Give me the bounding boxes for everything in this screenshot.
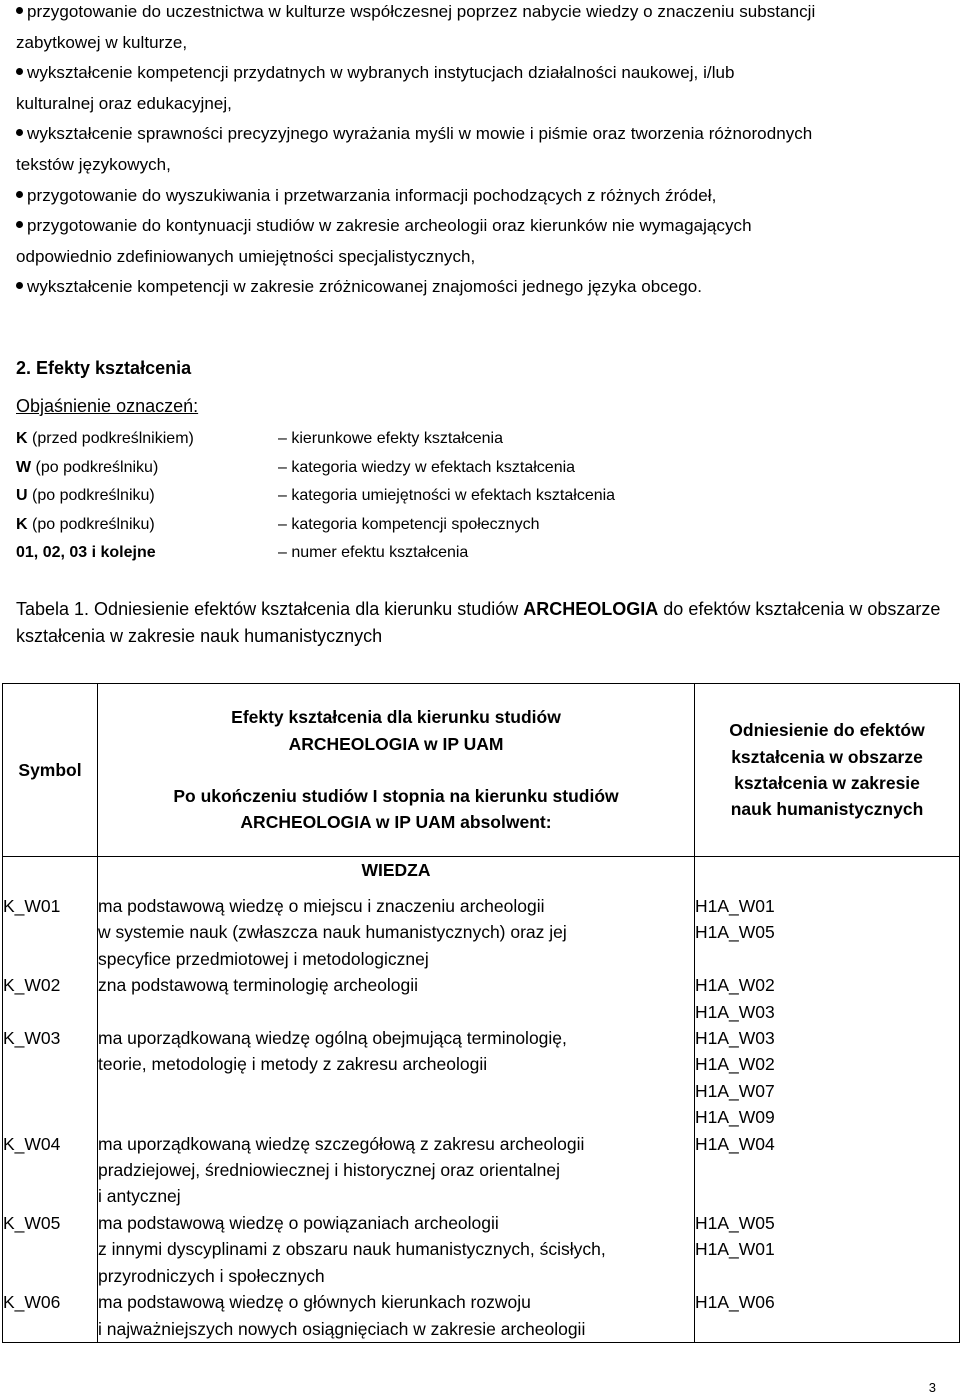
- symbol-cell: K_W04: [3, 1131, 98, 1210]
- effect-cell: ma uporządkowaną wiedzę ogólną obejmującą terminologię, teorie, metodologię i metody z zakresu archeologii: [98, 1025, 695, 1131]
- table-caption: Tabela 1. Odniesienie efektów kształcenia dla kierunku studiów ARCHEOLOGIA do efektów kształcenia w obszarze kształcenia w zakresie nauk humanistycznych: [16, 599, 941, 646]
- header-effects: Efekty kształcenia dla kierunku studiów ARCHEOLOGIA w IP UAM Po ukończeniu studiów I stopnia na kierunku studiów ARCHEOLOGIA w IP UAM absolwent:: [98, 684, 695, 857]
- reference-cell: H1A_W06: [695, 1289, 960, 1342]
- legend-title: Objaśnienie oznaczeń:: [16, 396, 199, 416]
- legend-key: W (po podkreślniku): [16, 458, 159, 476]
- learning-outcomes-table: [2, 683, 960, 1343]
- legend-value: – kategoria wiedzy w efektach kształcenia: [278, 458, 576, 476]
- legend-key: K (po podkreślniku): [16, 515, 155, 533]
- bullet-icon: [16, 129, 23, 136]
- table-row: [3, 1289, 960, 1342]
- legend-value: – kategoria kompetencji społecznych: [278, 515, 540, 533]
- effect-cell: zna podstawową terminologię archeologii: [98, 972, 695, 1025]
- table-row: [3, 1210, 960, 1289]
- legend-row: [16, 455, 916, 484]
- symbol-cell: K_W06: [3, 1289, 98, 1342]
- bullet-icon: [16, 191, 23, 198]
- reference-cell: H1A_W01 H1A_W05: [695, 893, 960, 972]
- header-symbol: Symbol: [3, 684, 98, 857]
- symbol-cell: K_W03: [3, 1025, 98, 1131]
- objectives-list: [16, 0, 936, 303]
- reference-cell: H1A_W05 H1A_W01: [695, 1210, 960, 1289]
- section-heading: 2. Efekty kształcenia: [16, 358, 192, 378]
- legend-row: [16, 512, 916, 541]
- legend-row: [16, 540, 916, 569]
- header-reference: Odniesienie do efektów kształcenia w obszarze kształcenia w zakresie nauk humanistycznych: [695, 684, 960, 857]
- reference-cell: H1A_W04: [695, 1131, 960, 1210]
- objective-item: wykształcenie kompetencji w zakresie zróżnicowanej znajomości jednego języka obcego.: [16, 272, 936, 303]
- legend-value: – numer efektu kształcenia: [278, 544, 469, 562]
- table-row: [3, 972, 960, 1025]
- effect-cell: ma podstawową wiedzę o miejscu i znaczeniu archeologii w systemie nauk (zwłaszcza nauk humanistycznych) oraz jej specyfice przedmiotowej i metodologicznej: [98, 893, 695, 972]
- legend-value: – kategoria umiejętności w efektach kształcenia: [278, 487, 616, 505]
- table-row: [3, 1131, 960, 1210]
- objective-item: przygotowanie do wyszukiwania i przetwarzania informacji pochodzących z różnych źródeł,: [16, 181, 936, 212]
- legend-key: K (przed podkreślnikiem): [16, 430, 194, 447]
- section-label: WIEDZA: [98, 857, 695, 894]
- objective-item: wykształcenie sprawności precyzyjnego wyrażania myśli w mowie i piśmie oraz tworzenia różnorodnych tekstów językowych,: [16, 124, 813, 174]
- objective-item: wykształcenie kompetencji przydatnych w wybranych instytucjach działalności naukowej, i/lub kulturalnej oraz edukacyjnej,: [16, 63, 735, 113]
- legend-row: [16, 426, 916, 455]
- bullet-icon: [16, 68, 23, 75]
- effect-cell: ma podstawową wiedzę o powiązaniach archeologii z innymi dyscyplinami z obszaru nauk humanistycznych, ścisłych, przyrodniczych i społecznych: [98, 1210, 695, 1289]
- legend-key: 01, 02, 03 i kolejne: [16, 544, 156, 562]
- symbol-cell: K_W02: [3, 972, 98, 1025]
- symbol-cell: K_W05: [3, 1210, 98, 1289]
- legend-row: [16, 483, 916, 512]
- objective-item: przygotowanie do uczestnictwa w kulturze współczesnej poprzez nabycie wiedzy o znaczeniu substancji zabytkowej w kulturze,: [16, 2, 816, 52]
- table-row: [3, 893, 960, 972]
- page-number: 3: [928, 1380, 936, 1395]
- symbol-cell: K_W01: [3, 893, 98, 972]
- reference-cell: H1A_W02 H1A_W03: [695, 972, 960, 1025]
- effect-cell: ma podstawową wiedzę o głównych kierunkach rozwoju i najważniejszych nowych osiągnięciach w zakresie archeologii: [98, 1289, 695, 1342]
- legend-key: U (po podkreślniku): [16, 487, 155, 505]
- bullet-icon: [16, 282, 23, 289]
- bullet-icon: [16, 221, 23, 228]
- legend: [16, 426, 916, 569]
- table-row: [3, 1025, 960, 1131]
- effect-cell: ma uporządkowaną wiedzę szczegółową z zakresu archeologii pradziejowej, średniowiecznej i historycznej oraz orientalnej i antycznej: [98, 1131, 695, 1210]
- table-header-row: [3, 684, 960, 857]
- legend-value: – kierunkowe efekty kształcenia: [278, 430, 503, 447]
- bullet-icon: [16, 7, 23, 14]
- section-row: [3, 857, 960, 894]
- reference-cell: H1A_W03 H1A_W02 H1A_W07 H1A_W09: [695, 1025, 960, 1131]
- objective-item: przygotowanie do kontynuacji studiów w zakresie archeologii oraz kierunków nie wymagających odpowiednio zdefiniowanych umiejętności specjalistycznych,: [16, 216, 752, 266]
